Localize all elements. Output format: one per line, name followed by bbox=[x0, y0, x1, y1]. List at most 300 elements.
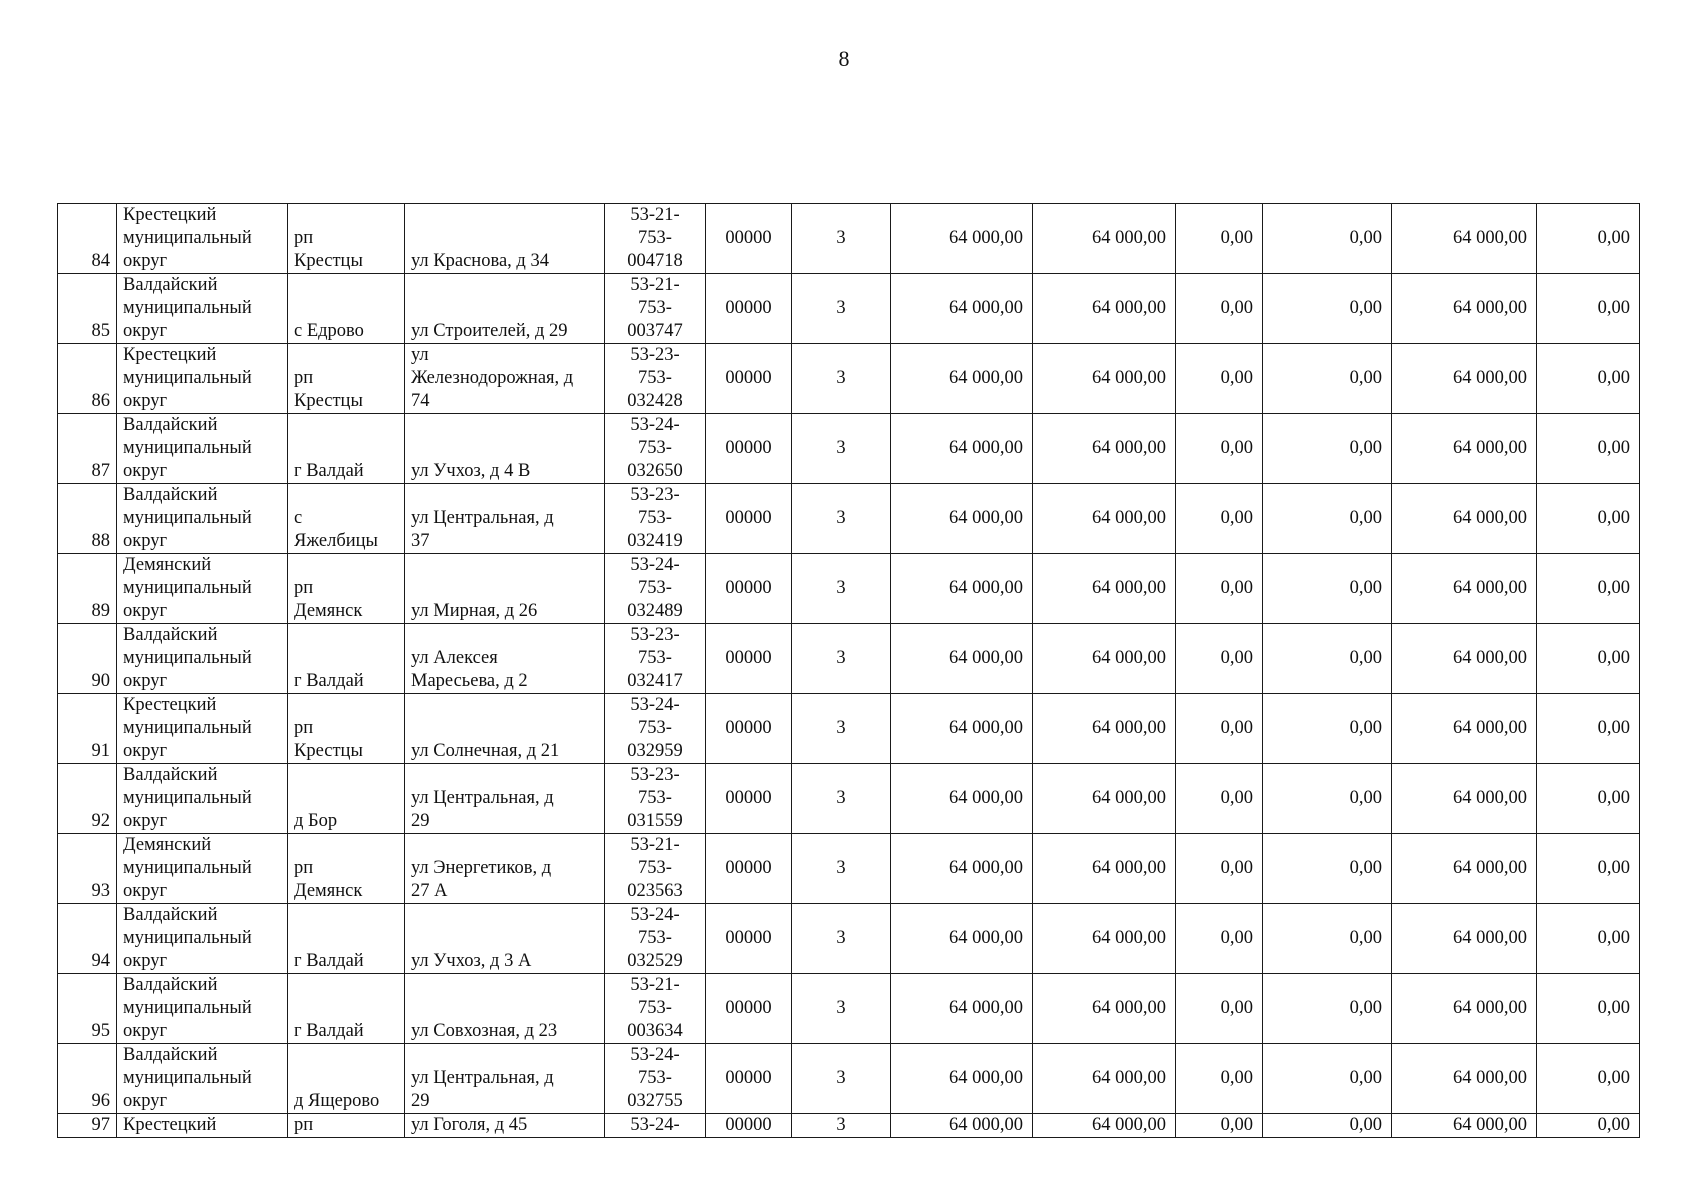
cell-amount-4: 0,00 bbox=[1263, 904, 1392, 974]
cell-amount-6: 0,00 bbox=[1537, 694, 1640, 764]
cell-district bbox=[117, 694, 288, 764]
cell-row-number: 86 bbox=[58, 344, 117, 414]
cell-district-line: Валдайский bbox=[123, 765, 218, 785]
cell-code bbox=[605, 904, 706, 974]
cell-street-line: 29 bbox=[411, 811, 430, 831]
cell-column-6: 00000 bbox=[706, 414, 792, 484]
cell-street-line: 27 А bbox=[411, 881, 448, 901]
cell-locality-line: рп bbox=[294, 718, 314, 738]
cell-code-line: 753- bbox=[638, 228, 672, 248]
cell-amount-1: 64 000,00 bbox=[891, 274, 1033, 344]
cell-district bbox=[117, 554, 288, 624]
cell-district-line: муниципальный bbox=[123, 1068, 252, 1088]
cell-column-7: 3 bbox=[792, 764, 891, 834]
cell-code bbox=[605, 414, 706, 484]
cell-column-7: 3 bbox=[792, 1044, 891, 1114]
cell-locality bbox=[288, 414, 405, 484]
cell-code bbox=[605, 764, 706, 834]
cell-district-line: муниципальный bbox=[123, 298, 252, 318]
cell-locality-line: с bbox=[294, 508, 303, 528]
cell-column-6: 00000 bbox=[706, 554, 792, 624]
cell-amount-5: 64 000,00 bbox=[1392, 624, 1537, 694]
cell-code-line: 032489 bbox=[627, 601, 683, 621]
cell-street-line: ул Центральная, д bbox=[411, 508, 554, 528]
cell-district bbox=[117, 834, 288, 904]
cell-code-line: 032417 bbox=[627, 671, 683, 691]
cell-code-line: 753- bbox=[638, 1068, 672, 1088]
cell-locality-line: д Бор bbox=[294, 811, 338, 831]
cell-street bbox=[405, 764, 605, 834]
cell-locality-line: рп bbox=[294, 228, 314, 248]
cell-district-line: муниципальный bbox=[123, 788, 252, 808]
cell-amount-6: 0,00 bbox=[1537, 484, 1640, 554]
cell-code-line: 032959 bbox=[627, 741, 683, 761]
cell-street-line: ул Центральная, д bbox=[411, 788, 554, 808]
cell-code-line: 53-24- bbox=[630, 1115, 680, 1135]
cell-row-number: 84 bbox=[58, 204, 117, 274]
cell-district bbox=[117, 414, 288, 484]
cell-amount-1: 64 000,00 bbox=[891, 1044, 1033, 1114]
cell-amount-3: 0,00 bbox=[1176, 484, 1263, 554]
cell-code bbox=[605, 204, 706, 274]
cell-street-line: ул Алексея bbox=[411, 648, 498, 668]
table-row bbox=[58, 624, 1640, 694]
cell-column-7: 3 bbox=[792, 204, 891, 274]
cell-amount-6: 0,00 bbox=[1537, 904, 1640, 974]
cell-district-line: округ bbox=[123, 671, 168, 691]
table-row bbox=[58, 904, 1640, 974]
cell-amount-2: 64 000,00 bbox=[1033, 414, 1176, 484]
cell-street bbox=[405, 624, 605, 694]
cell-district-line: муниципальный bbox=[123, 228, 252, 248]
cell-amount-3: 0,00 bbox=[1176, 1114, 1263, 1138]
cell-row-number: 93 bbox=[58, 834, 117, 904]
cell-district bbox=[117, 904, 288, 974]
cell-row-number: 87 bbox=[58, 414, 117, 484]
cell-column-7: 3 bbox=[792, 904, 891, 974]
cell-locality bbox=[288, 1114, 405, 1138]
cell-district-line: Валдайский bbox=[123, 1045, 218, 1065]
cell-code-line: 753- bbox=[638, 298, 672, 318]
cell-code-line: 032755 bbox=[627, 1091, 683, 1111]
cell-district-line: муниципальный bbox=[123, 998, 252, 1018]
cell-amount-6: 0,00 bbox=[1537, 1114, 1640, 1138]
cell-amount-2: 64 000,00 bbox=[1033, 1044, 1176, 1114]
cell-column-7: 3 bbox=[792, 274, 891, 344]
cell-column-6: 00000 bbox=[706, 1114, 792, 1138]
cell-amount-3: 0,00 bbox=[1176, 904, 1263, 974]
cell-column-6: 00000 bbox=[706, 974, 792, 1044]
cell-amount-2: 64 000,00 bbox=[1033, 764, 1176, 834]
cell-district-line: Демянский bbox=[123, 555, 212, 575]
cell-column-7: 3 bbox=[792, 554, 891, 624]
cell-code-line: 032529 bbox=[627, 951, 683, 971]
cell-district-line: муниципальный bbox=[123, 928, 252, 948]
cell-locality bbox=[288, 1044, 405, 1114]
cell-street bbox=[405, 554, 605, 624]
cell-district-line: округ bbox=[123, 741, 168, 761]
cell-district-line: муниципальный bbox=[123, 648, 252, 668]
cell-amount-1: 64 000,00 bbox=[891, 554, 1033, 624]
cell-district bbox=[117, 274, 288, 344]
cell-amount-3: 0,00 bbox=[1176, 1044, 1263, 1114]
cell-amount-2: 64 000,00 bbox=[1033, 204, 1176, 274]
cell-district-line: округ bbox=[123, 1091, 168, 1111]
cell-code-line: 53-23- bbox=[630, 485, 680, 505]
cell-column-6: 00000 bbox=[706, 344, 792, 414]
cell-district-line: муниципальный bbox=[123, 368, 252, 388]
cell-code bbox=[605, 344, 706, 414]
cell-district-line: муниципальный bbox=[123, 578, 252, 598]
cell-code-line: 753- bbox=[638, 368, 672, 388]
cell-amount-6: 0,00 bbox=[1537, 624, 1640, 694]
cell-locality-line: рп bbox=[294, 1115, 314, 1135]
cell-street bbox=[405, 204, 605, 274]
cell-code-line: 023563 bbox=[627, 881, 683, 901]
cell-row-number: 88 bbox=[58, 484, 117, 554]
cell-street-line: ул Учхоз, д 3 А bbox=[411, 951, 532, 971]
cell-locality-line: Демянск bbox=[294, 601, 363, 621]
table-row bbox=[58, 694, 1640, 764]
cell-street-line: ул Энергетиков, д bbox=[411, 858, 552, 878]
table-row bbox=[58, 834, 1640, 904]
cell-locality bbox=[288, 904, 405, 974]
cell-street bbox=[405, 834, 605, 904]
cell-row-number: 85 bbox=[58, 274, 117, 344]
cell-locality-line: г Валдай bbox=[294, 671, 364, 691]
cell-amount-4: 0,00 bbox=[1263, 974, 1392, 1044]
cell-district-line: округ bbox=[123, 811, 168, 831]
cell-code-line: 753- bbox=[638, 648, 672, 668]
cell-code-line: 032419 bbox=[627, 531, 683, 551]
cell-amount-3: 0,00 bbox=[1176, 764, 1263, 834]
cell-amount-4: 0,00 bbox=[1263, 414, 1392, 484]
cell-district bbox=[117, 764, 288, 834]
cell-street-line: ул Совхозная, д 23 bbox=[411, 1021, 558, 1041]
cell-column-6: 00000 bbox=[706, 274, 792, 344]
cell-code-line: 003747 bbox=[627, 321, 683, 341]
table-row bbox=[58, 274, 1640, 344]
page-number: 8 bbox=[838, 46, 850, 71]
cell-amount-6: 0,00 bbox=[1537, 764, 1640, 834]
cell-district bbox=[117, 974, 288, 1044]
cell-street-line: 74 bbox=[411, 391, 430, 411]
cell-street-line: ул Солнечная, д 21 bbox=[411, 741, 560, 761]
cell-district-line: муниципальный bbox=[123, 858, 252, 878]
cell-code-line: 53-24- bbox=[630, 1045, 680, 1065]
cell-amount-5: 64 000,00 bbox=[1392, 1044, 1537, 1114]
cell-amount-3: 0,00 bbox=[1176, 344, 1263, 414]
cell-row-number: 95 bbox=[58, 974, 117, 1044]
cell-street bbox=[405, 344, 605, 414]
cell-street-line: ул Центральная, д bbox=[411, 1068, 554, 1088]
cell-street-line: ул bbox=[411, 345, 429, 365]
cell-amount-4: 0,00 bbox=[1263, 344, 1392, 414]
cell-district-line: округ bbox=[123, 881, 168, 901]
cell-district bbox=[117, 1044, 288, 1114]
cell-code bbox=[605, 974, 706, 1044]
cell-amount-5: 64 000,00 bbox=[1392, 484, 1537, 554]
cell-code-line: 753- bbox=[638, 998, 672, 1018]
cell-amount-3: 0,00 bbox=[1176, 974, 1263, 1044]
cell-code bbox=[605, 694, 706, 764]
cell-district-line: муниципальный bbox=[123, 508, 252, 528]
cell-locality bbox=[288, 694, 405, 764]
cell-locality bbox=[288, 974, 405, 1044]
cell-district-line: Валдайский bbox=[123, 485, 218, 505]
cell-amount-4: 0,00 bbox=[1263, 834, 1392, 904]
cell-code-line: 53-23- bbox=[630, 345, 680, 365]
cell-amount-3: 0,00 bbox=[1176, 204, 1263, 274]
cell-district-line: округ bbox=[123, 1021, 168, 1041]
cell-amount-5: 64 000,00 bbox=[1392, 834, 1537, 904]
cell-amount-3: 0,00 bbox=[1176, 624, 1263, 694]
cell-district bbox=[117, 624, 288, 694]
table-row bbox=[58, 484, 1640, 554]
cell-district-line: округ bbox=[123, 531, 168, 551]
cell-amount-2: 64 000,00 bbox=[1033, 274, 1176, 344]
cell-amount-4: 0,00 bbox=[1263, 694, 1392, 764]
cell-amount-1: 64 000,00 bbox=[891, 204, 1033, 274]
cell-code-line: 53-24- bbox=[630, 905, 680, 925]
cell-street-line: 37 bbox=[411, 531, 430, 551]
cell-locality-line: рп bbox=[294, 368, 314, 388]
cell-row-number: 92 bbox=[58, 764, 117, 834]
cell-amount-6: 0,00 bbox=[1537, 414, 1640, 484]
cell-code-line: 53-24- bbox=[630, 415, 680, 435]
cell-amount-4: 0,00 bbox=[1263, 764, 1392, 834]
table-row bbox=[58, 554, 1640, 624]
cell-district-line: Крестецкий bbox=[123, 1115, 217, 1135]
cell-district bbox=[117, 1114, 288, 1138]
table-row bbox=[58, 414, 1640, 484]
cell-row-number: 89 bbox=[58, 554, 117, 624]
cell-column-7: 3 bbox=[792, 344, 891, 414]
cell-district-line: округ bbox=[123, 251, 168, 271]
cell-code-line: 753- bbox=[638, 578, 672, 598]
cell-amount-1: 64 000,00 bbox=[891, 414, 1033, 484]
cell-amount-6: 0,00 bbox=[1537, 834, 1640, 904]
cell-locality-line: г Валдай bbox=[294, 951, 364, 971]
cell-amount-6: 0,00 bbox=[1537, 554, 1640, 624]
cell-amount-4: 0,00 bbox=[1263, 484, 1392, 554]
cell-row-number: 96 bbox=[58, 1044, 117, 1114]
cell-district-line: Валдайский bbox=[123, 625, 218, 645]
cell-locality bbox=[288, 344, 405, 414]
cell-amount-4: 0,00 bbox=[1263, 204, 1392, 274]
table-row bbox=[58, 974, 1640, 1044]
cell-code-line: 53-24- bbox=[630, 555, 680, 575]
cell-code-line: 53-21- bbox=[630, 275, 680, 295]
cell-locality-line: г Валдай bbox=[294, 461, 364, 481]
cell-locality bbox=[288, 204, 405, 274]
cell-locality bbox=[288, 274, 405, 344]
cell-amount-2: 64 000,00 bbox=[1033, 694, 1176, 764]
cell-street bbox=[405, 274, 605, 344]
cell-code-line: 032428 bbox=[627, 391, 683, 411]
cell-district-line: округ bbox=[123, 601, 168, 621]
cell-amount-6: 0,00 bbox=[1537, 204, 1640, 274]
cell-code-line: 004718 bbox=[627, 251, 683, 271]
cell-street bbox=[405, 1114, 605, 1138]
cell-amount-1: 64 000,00 bbox=[891, 484, 1033, 554]
cell-amount-3: 0,00 bbox=[1176, 694, 1263, 764]
cell-code-line: 753- bbox=[638, 858, 672, 878]
cell-amount-6: 0,00 bbox=[1537, 1044, 1640, 1114]
cell-amount-2: 64 000,00 bbox=[1033, 344, 1176, 414]
table-row bbox=[58, 764, 1640, 834]
cell-locality-line: Крестцы bbox=[294, 391, 363, 411]
cell-code-line: 53-24- bbox=[630, 695, 680, 715]
cell-locality bbox=[288, 484, 405, 554]
cell-row-number: 97 bbox=[58, 1114, 117, 1138]
cell-locality-line: рп bbox=[294, 858, 314, 878]
cell-code bbox=[605, 834, 706, 904]
cell-amount-2: 64 000,00 bbox=[1033, 834, 1176, 904]
cell-amount-1: 64 000,00 bbox=[891, 1114, 1033, 1138]
cell-column-6: 00000 bbox=[706, 1044, 792, 1114]
cell-column-7: 3 bbox=[792, 974, 891, 1044]
cell-district-line: Валдайский bbox=[123, 415, 218, 435]
cell-amount-4: 0,00 bbox=[1263, 554, 1392, 624]
cell-amount-5: 64 000,00 bbox=[1392, 694, 1537, 764]
cell-amount-1: 64 000,00 bbox=[891, 834, 1033, 904]
cell-column-7: 3 bbox=[792, 624, 891, 694]
cell-column-7: 3 bbox=[792, 694, 891, 764]
cell-district bbox=[117, 344, 288, 414]
cell-row-number: 94 bbox=[58, 904, 117, 974]
cell-row-number: 91 bbox=[58, 694, 117, 764]
cell-amount-6: 0,00 bbox=[1537, 344, 1640, 414]
cell-code-line: 031559 bbox=[627, 811, 683, 831]
cell-code bbox=[605, 274, 706, 344]
cell-street-line: ул Строителей, д 29 bbox=[411, 321, 568, 341]
cell-code-line: 53-21- bbox=[630, 205, 680, 225]
cell-locality-line: Демянск bbox=[294, 881, 363, 901]
cell-district-line: округ bbox=[123, 391, 168, 411]
cell-district-line: Крестецкий bbox=[123, 695, 217, 715]
cell-amount-5: 64 000,00 bbox=[1392, 554, 1537, 624]
cell-column-6: 00000 bbox=[706, 484, 792, 554]
cell-amount-4: 0,00 bbox=[1263, 274, 1392, 344]
cell-amount-1: 64 000,00 bbox=[891, 624, 1033, 694]
cell-amount-6: 0,00 bbox=[1537, 274, 1640, 344]
cell-column-7: 3 bbox=[792, 484, 891, 554]
cell-amount-5: 64 000,00 bbox=[1392, 204, 1537, 274]
cell-code bbox=[605, 484, 706, 554]
cell-amount-1: 64 000,00 bbox=[891, 694, 1033, 764]
cell-street bbox=[405, 1044, 605, 1114]
cell-amount-4: 0,00 bbox=[1263, 1044, 1392, 1114]
cell-amount-3: 0,00 bbox=[1176, 554, 1263, 624]
cell-district-line: муниципальный bbox=[123, 718, 252, 738]
cell-locality bbox=[288, 764, 405, 834]
cell-district-line: Валдайский bbox=[123, 275, 218, 295]
cell-column-6: 00000 bbox=[706, 764, 792, 834]
cell-column-6: 00000 bbox=[706, 694, 792, 764]
cell-column-6: 00000 bbox=[706, 834, 792, 904]
cell-street bbox=[405, 974, 605, 1044]
cell-street-line: ул Краснова, д 34 bbox=[411, 251, 549, 271]
cell-district-line: округ bbox=[123, 321, 168, 341]
cell-street bbox=[405, 694, 605, 764]
cell-street-line: ул Учхоз, д 4 В bbox=[411, 461, 531, 481]
cell-locality-line: г Валдай bbox=[294, 1021, 364, 1041]
table-body bbox=[58, 204, 1640, 1138]
cell-column-7: 3 bbox=[792, 1114, 891, 1138]
data-table bbox=[57, 203, 1640, 1138]
cell-district-line: Валдайский bbox=[123, 905, 218, 925]
cell-code-line: 753- bbox=[638, 788, 672, 808]
cell-district bbox=[117, 484, 288, 554]
cell-code-line: 753- bbox=[638, 718, 672, 738]
cell-code-line: 53-21- bbox=[630, 835, 680, 855]
cell-amount-5: 64 000,00 bbox=[1392, 764, 1537, 834]
cell-district-line: Валдайский bbox=[123, 975, 218, 995]
cell-locality bbox=[288, 554, 405, 624]
cell-amount-5: 64 000,00 bbox=[1392, 274, 1537, 344]
cell-district-line: муниципальный bbox=[123, 438, 252, 458]
table-row bbox=[58, 1044, 1640, 1114]
cell-district-line: Демянский bbox=[123, 835, 212, 855]
cell-street bbox=[405, 904, 605, 974]
cell-amount-3: 0,00 bbox=[1176, 834, 1263, 904]
cell-street-line: 29 bbox=[411, 1091, 430, 1111]
cell-locality-line: Крестцы bbox=[294, 251, 363, 271]
cell-code-line: 032650 bbox=[627, 461, 683, 481]
cell-amount-5: 64 000,00 bbox=[1392, 1114, 1537, 1138]
table-row bbox=[58, 344, 1640, 414]
cell-column-7: 3 bbox=[792, 414, 891, 484]
cell-locality-line: Крестцы bbox=[294, 741, 363, 761]
cell-locality-line: с Едрово bbox=[294, 321, 364, 341]
cell-code-line: 753- bbox=[638, 928, 672, 948]
cell-locality-line: рп bbox=[294, 578, 314, 598]
cell-amount-2: 64 000,00 bbox=[1033, 974, 1176, 1044]
cell-code-line: 003634 bbox=[627, 1021, 683, 1041]
cell-amount-1: 64 000,00 bbox=[891, 904, 1033, 974]
cell-column-6: 00000 bbox=[706, 204, 792, 274]
cell-amount-4: 0,00 bbox=[1263, 1114, 1392, 1138]
cell-code-line: 53-21- bbox=[630, 975, 680, 995]
cell-district-line: Крестецкий bbox=[123, 205, 217, 225]
cell-district-line: округ bbox=[123, 951, 168, 971]
cell-amount-2: 64 000,00 bbox=[1033, 554, 1176, 624]
cell-district-line: округ bbox=[123, 461, 168, 481]
cell-amount-5: 64 000,00 bbox=[1392, 974, 1537, 1044]
cell-column-6: 00000 bbox=[706, 624, 792, 694]
cell-street-line: ул Мирная, д 26 bbox=[411, 601, 538, 621]
cell-code-line: 53-23- bbox=[630, 625, 680, 645]
cell-street-line: Маресьева, д 2 bbox=[411, 671, 528, 691]
cell-code bbox=[605, 624, 706, 694]
cell-amount-2: 64 000,00 bbox=[1033, 624, 1176, 694]
cell-locality bbox=[288, 834, 405, 904]
cell-district-line: Крестецкий bbox=[123, 345, 217, 365]
cell-locality-line: Яжелбицы bbox=[294, 531, 378, 551]
cell-amount-2: 64 000,00 bbox=[1033, 1114, 1176, 1138]
cell-column-7: 3 bbox=[792, 834, 891, 904]
cell-street bbox=[405, 414, 605, 484]
cell-amount-1: 64 000,00 bbox=[891, 344, 1033, 414]
cell-code bbox=[605, 554, 706, 624]
cell-locality bbox=[288, 624, 405, 694]
cell-amount-2: 64 000,00 bbox=[1033, 484, 1176, 554]
cell-amount-1: 64 000,00 bbox=[891, 974, 1033, 1044]
cell-amount-5: 64 000,00 bbox=[1392, 904, 1537, 974]
cell-code-line: 753- bbox=[638, 438, 672, 458]
cell-amount-2: 64 000,00 bbox=[1033, 904, 1176, 974]
